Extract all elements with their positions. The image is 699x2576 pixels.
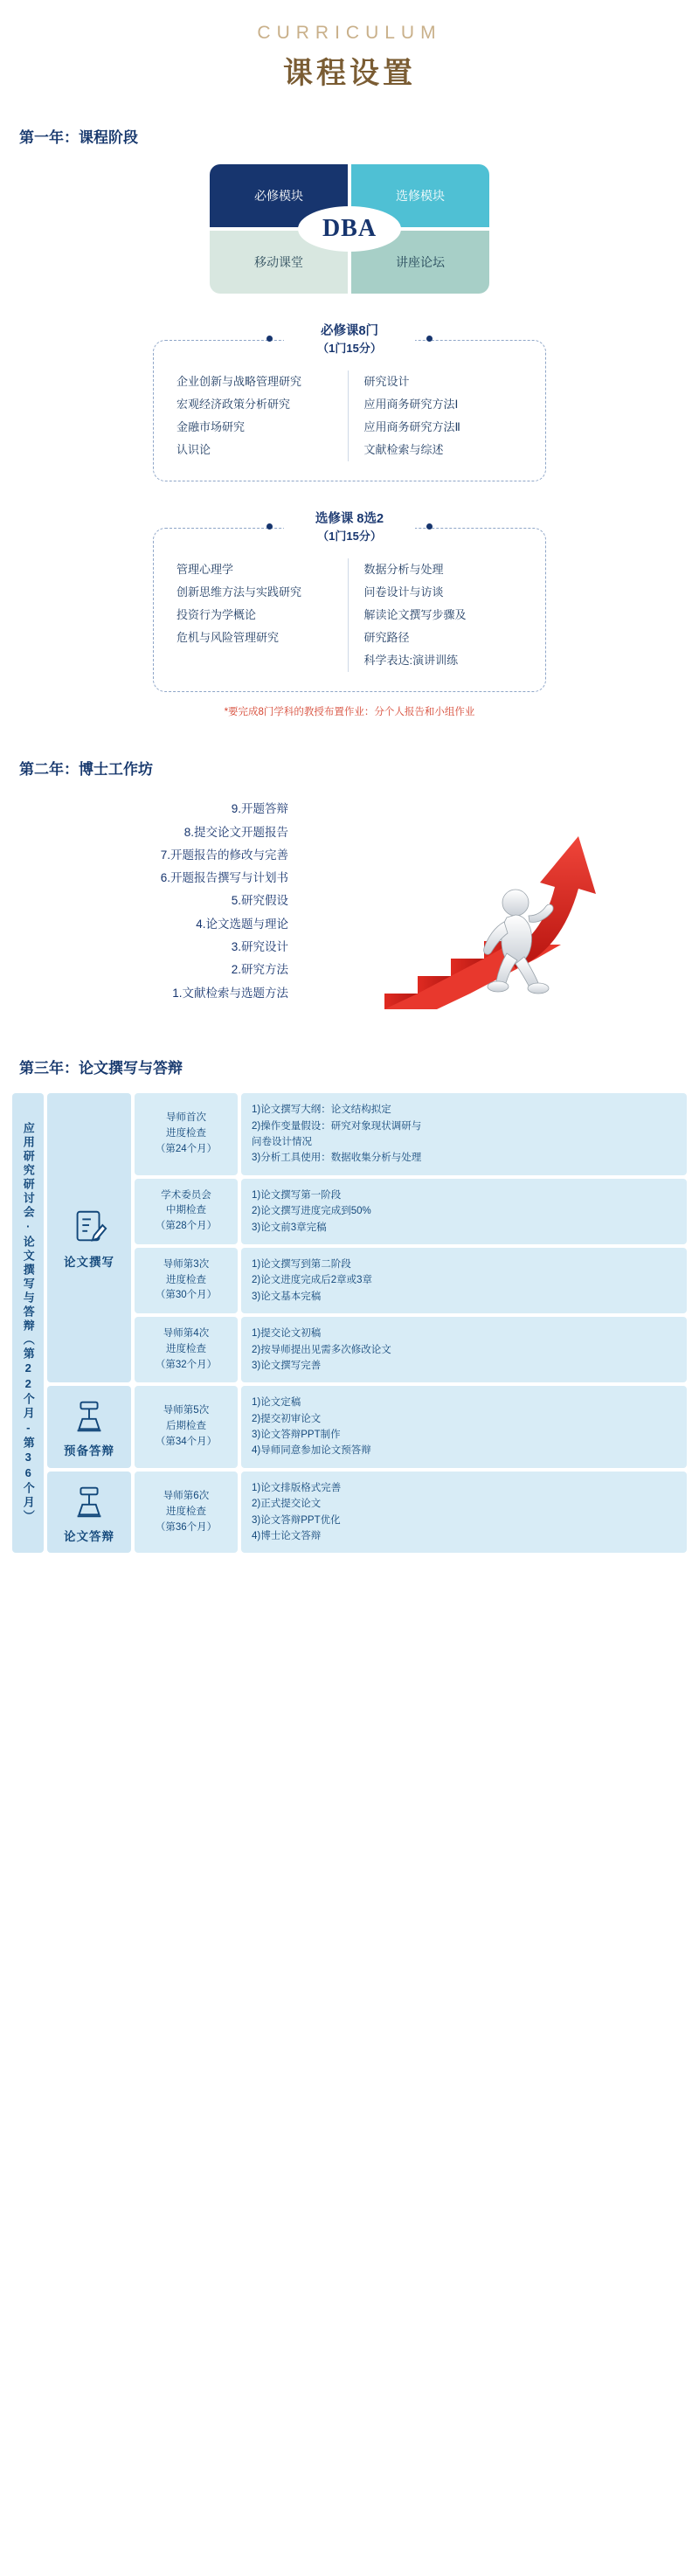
detail-line: 2)论文进度完成后2章或3章 (252, 1275, 373, 1286)
progress-check-cell (135, 1093, 238, 1175)
check-line: 导师第3次 (163, 1258, 210, 1270)
year3-table (12, 1093, 687, 1553)
step-item: 4.论文选题与理论 (196, 917, 288, 931)
module-mobile-classroom: 移动课堂 (210, 231, 348, 294)
year2-staircase (0, 791, 699, 1022)
check-line: 进度检查 (166, 1343, 206, 1354)
detail-cell (241, 1093, 687, 1175)
detail-line: 1)论文排版格式完善 (252, 1482, 342, 1493)
progress-check-cell (135, 1472, 238, 1554)
step-item: 6.开题报告撰写与计划书 (160, 871, 288, 885)
required-courses-left-column (176, 370, 341, 461)
detail-line: 4)导师同意参加论文预答辩 (252, 1445, 371, 1457)
elective-courses-heading-line1: 选修课 8选2 (315, 512, 384, 527)
course-item: 文献检索与综述 (363, 443, 444, 457)
required-courses-right-column (348, 370, 523, 461)
year1-modules (210, 164, 489, 294)
step-item: 5.研究假设 (231, 894, 288, 908)
detail-line: 问卷设计情况 (252, 1137, 312, 1147)
detail-cell (241, 1179, 687, 1244)
course-item: 创新思维方法与实践研究 (176, 585, 302, 599)
check-line: 导师第6次 (163, 1490, 210, 1501)
dba-badge: DBA (298, 206, 401, 252)
course-item: 管理心理学 (176, 563, 234, 577)
progress-check-cell (135, 1386, 238, 1468)
check-line: （第30个月） (155, 1290, 218, 1301)
check-line: （第34个月） (155, 1436, 218, 1447)
step-item: 2.研究方法 (231, 963, 288, 977)
required-courses-heading (284, 323, 415, 356)
detail-line: 1)论文撰写到第二阶段 (252, 1258, 351, 1270)
detail-line: 3)论文答辩PPT制作 (252, 1430, 341, 1441)
year3-group-thesis-writing (47, 1093, 687, 1382)
elective-courses-heading-line2: （1门15分） (317, 529, 382, 543)
year3-group-pre-defense (47, 1386, 687, 1468)
table-row (135, 1317, 687, 1382)
year3-side-label-text: 应用研究研讨会·论文撰写与答辩（第22个月-第36个月） (21, 1122, 35, 1525)
required-courses-block (153, 323, 546, 481)
detail-line: 3)论文答辩PPT优化 (252, 1514, 341, 1526)
check-line: 导师第4次 (163, 1327, 210, 1339)
podium-icon (69, 1395, 109, 1436)
course-item: 投资行为学概论 (176, 608, 257, 622)
bullet-dot-right-icon (426, 336, 433, 342)
check-line: 导师首次 (166, 1112, 206, 1124)
detail-line: 2)正式提交论文 (252, 1499, 322, 1510)
step-item: 1.文献检索与选题方法 (172, 986, 288, 1000)
check-line: 学术委员会 (161, 1189, 211, 1201)
year3-group-defense (47, 1472, 687, 1554)
course-item: 解读论文撰写步骤及 (363, 608, 467, 622)
detail-cell (241, 1317, 687, 1382)
detail-line: 1)论文撰写大纲：论文结构拟定 (252, 1104, 391, 1116)
check-line: （第32个月） (155, 1359, 218, 1370)
module-lecture-forum: 讲座论坛 (351, 231, 489, 294)
module-required: 必修模块 (210, 164, 348, 227)
table-row (135, 1386, 687, 1468)
check-line: 后期检查 (166, 1421, 206, 1432)
step-item: 7.开题报告的修改与完善 (160, 848, 288, 862)
check-line: 导师第5次 (163, 1405, 210, 1416)
progress-check-cell (135, 1248, 238, 1313)
check-line: 进度检查 (166, 1506, 206, 1517)
check-line: （第24个月） (155, 1143, 218, 1154)
year3-group-label (47, 1472, 131, 1554)
stairs-arrow-illustration (376, 791, 664, 1022)
step-item: 9.开题答辩 (231, 802, 288, 816)
bullet-dot-left-icon (266, 336, 273, 342)
coursework-note: *要完成8门学科的教授布置作业：分个人报告和小组作业 (224, 707, 475, 718)
course-item: 金融市场研究 (176, 420, 246, 434)
detail-line: 2)操作变量假设：研究对象现状调研与 (252, 1120, 422, 1132)
detail-line: 3)论文前3章完稿 (252, 1222, 327, 1233)
page-header (0, 0, 699, 92)
check-line: 进度检查 (166, 1274, 206, 1285)
course-item: 宏观经济政策分析研究 (176, 398, 291, 412)
course-item: 应用商务研究方法Ⅱ (363, 420, 460, 434)
step-item: 8.提交论文开题报告 (183, 825, 288, 839)
year2-step-list (0, 798, 288, 1005)
check-line: （第36个月） (155, 1521, 218, 1533)
table-row (135, 1179, 687, 1244)
course-item: 科学表达:演讲训练 (363, 654, 459, 668)
course-item: 企业创新与战略管理研究 (176, 375, 302, 389)
detail-line: 4)博士论文答辩 (252, 1531, 322, 1542)
year3-group-label (47, 1386, 131, 1468)
check-line: 进度检查 (166, 1128, 206, 1139)
detail-line: 1)论文撰写第一阶段 (252, 1189, 342, 1201)
year3-group-label-text: 论文撰写 (64, 1255, 114, 1269)
course-item: 数据分析与处理 (363, 563, 444, 577)
course-item: 危机与风险管理研究 (176, 631, 280, 645)
check-line: 中期检查 (166, 1205, 206, 1216)
page-title: 课程设置 (283, 57, 416, 90)
progress-check-cell (135, 1179, 238, 1244)
detail-line: 2)按导师提出见需多次修改论文 (252, 1344, 391, 1355)
course-item: 认识论 (176, 443, 211, 457)
course-item: 问卷设计与访谈 (363, 585, 444, 599)
detail-line: 3)论文基本完稿 (252, 1291, 322, 1302)
year3-group-label (47, 1093, 131, 1382)
check-line: （第28个月） (155, 1221, 218, 1232)
detail-line: 1)论文定稿 (252, 1397, 301, 1409)
table-row (135, 1472, 687, 1554)
year2-section-title: 第二年：博士工作坊 (19, 761, 153, 779)
course-item: 研究设计 (363, 375, 410, 389)
detail-line: 3)分析工具使用：数据收集分析与处理 (252, 1153, 422, 1164)
detail-line: 3)论文撰写完善 (252, 1360, 322, 1371)
detail-cell (241, 1248, 687, 1313)
required-courses-heading-line1: 必修课8门 (320, 324, 379, 338)
course-item: 研究路径 (363, 631, 410, 645)
progress-check-cell (135, 1317, 238, 1382)
table-row (135, 1248, 687, 1313)
document-pen-icon (69, 1207, 109, 1247)
elective-courses-block (153, 511, 546, 692)
step-item: 3.研究设计 (231, 940, 288, 954)
header-english-title: CURRICULUM (257, 23, 442, 43)
detail-line: 2)提交初审论文 (252, 1413, 322, 1424)
year3-group-label-text: 预备答辩 (64, 1444, 114, 1458)
course-item: 应用商务研究方法Ⅰ (363, 398, 459, 412)
year3-side-label (12, 1093, 44, 1553)
required-courses-heading-line2: （1门15分） (317, 341, 382, 355)
detail-line: 1)提交论文初稿 (252, 1328, 322, 1340)
elective-courses-right-column (348, 558, 523, 672)
detail-cell (241, 1472, 687, 1554)
year3-section-title: 第三年：论文撰写与答辩 (19, 1060, 183, 1077)
module-elective: 选修模块 (351, 164, 489, 227)
year1-section-title: 第一年：课程阶段 (19, 129, 138, 146)
elective-courses-left-column (176, 558, 341, 672)
detail-line: 2)论文撰写进度完成到50% (252, 1206, 371, 1217)
table-row (135, 1093, 687, 1175)
elective-courses-heading (284, 511, 415, 544)
year3-group-label-text: 论文答辩 (64, 1529, 114, 1543)
podium-icon (69, 1481, 109, 1521)
detail-cell (241, 1386, 687, 1468)
